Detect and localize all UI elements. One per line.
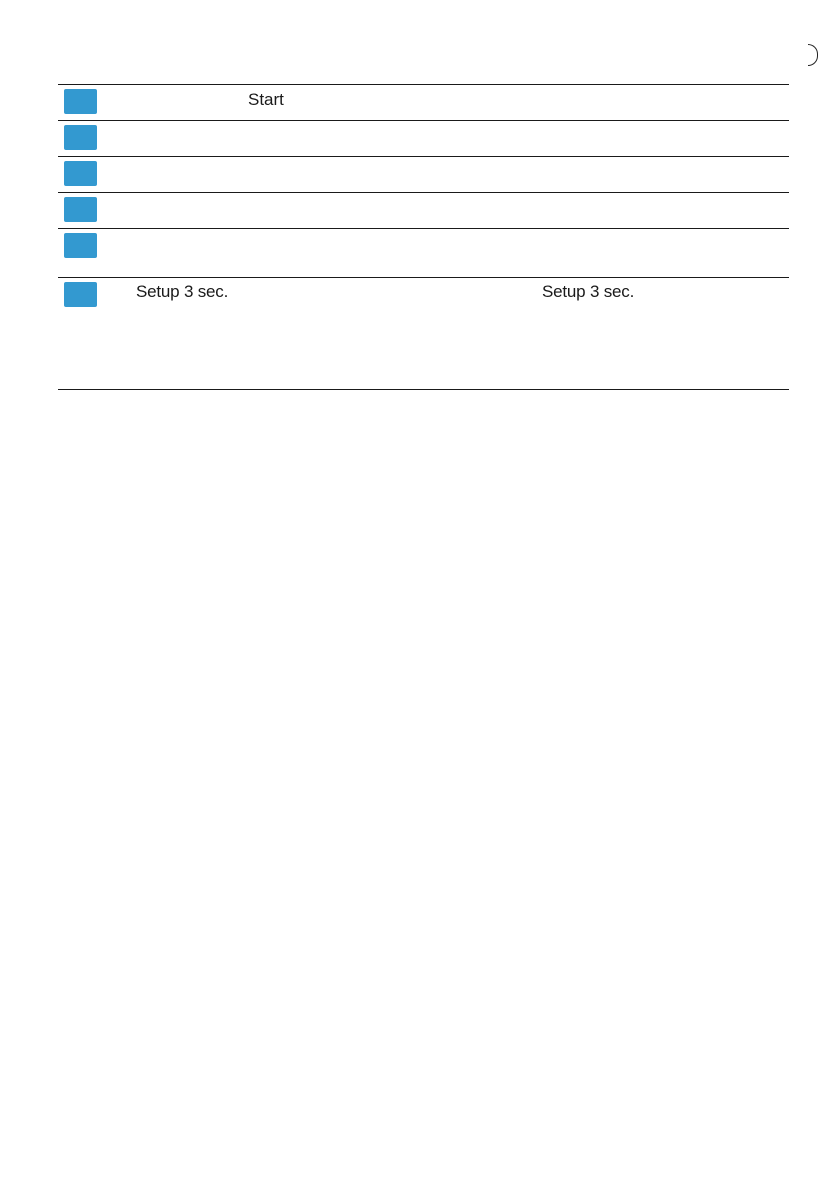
page-edge-marker <box>808 44 818 66</box>
table-row <box>58 156 789 192</box>
table-row <box>58 120 789 156</box>
table-row <box>58 84 789 120</box>
table-row <box>58 192 789 228</box>
step-badge <box>64 233 97 258</box>
start-label: Start <box>248 90 284 109</box>
step-badge <box>64 282 97 307</box>
table-row <box>58 228 789 277</box>
step-badge <box>64 125 97 150</box>
steps-table <box>58 84 789 390</box>
step-badge <box>64 161 97 186</box>
step-badge <box>64 89 97 114</box>
setup-label-right: Setup 3 sec. <box>542 282 635 301</box>
step-badge <box>64 197 97 222</box>
setup-label-left: Setup 3 sec. <box>136 282 229 301</box>
table-row <box>58 277 789 390</box>
